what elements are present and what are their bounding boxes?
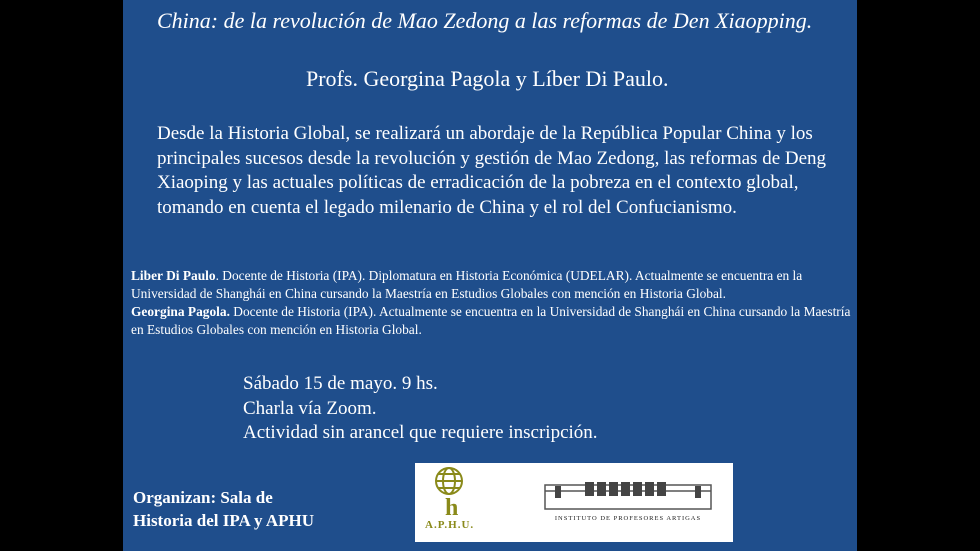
bio-name: Georgina Pagola. [131,304,230,319]
talk-title: China: de la revolución de Mao Zedong a las reformas de Den Xiaopping. [157,8,813,33]
description: Desde la Historia Global, se realizará un abordaje de la República Popular China y los principales sucesos desde la revolución y gestión de Mao Zedong, las reformas de Deng Xiaoping y las actuales políticas de erradicación de la pobreza en el contexto global, tomando en cuenta el legado milenario de China y el rol del Confucianismo. [157,123,827,218]
building-icon [525,463,733,542]
event-note: Actividad sin arancel que requiere inscripción. [243,422,598,443]
slide [123,0,857,551]
event-details [243,372,598,446]
bios [131,267,851,339]
aphu-logo [415,463,521,542]
logos-panel [415,463,733,542]
organizers-line2: Historia del IPA y APHU [133,511,315,530]
event-format: Charla vía Zoom. [243,397,377,419]
organizers [133,486,314,532]
ipa-logo [525,463,733,542]
ipa-label: INSTITUTO DE PROFESORES ARTIGAS [554,515,702,522]
organizers-line1: Organizan: Sala de [133,488,273,507]
presenters: Profs. Georgina Pagola y Líber Di Paulo. [306,66,669,91]
bio-name: Liber Di Paulo [131,268,216,283]
aphu-label: A.P.H.U. [425,519,475,531]
bio-text: . Docente de Historia (IPA). Diplomatura en Historia Económica (UDELAR). Actualmente se encuentra en la Universidad de Shanghái en China cursando la Maestría en Estudios Globales con mención en Historia Global. [131,268,803,301]
event-date: Sábado 15 de mayo. 9 hs. [243,373,438,394]
bio-text: Docente de Historia (IPA). Actualmente se encuentra en la Universidad de Shanghái en China cursando la Maestría en Estudios Globales con mención en Historia Global. [131,304,851,337]
svg-text:h: h [445,495,459,521]
